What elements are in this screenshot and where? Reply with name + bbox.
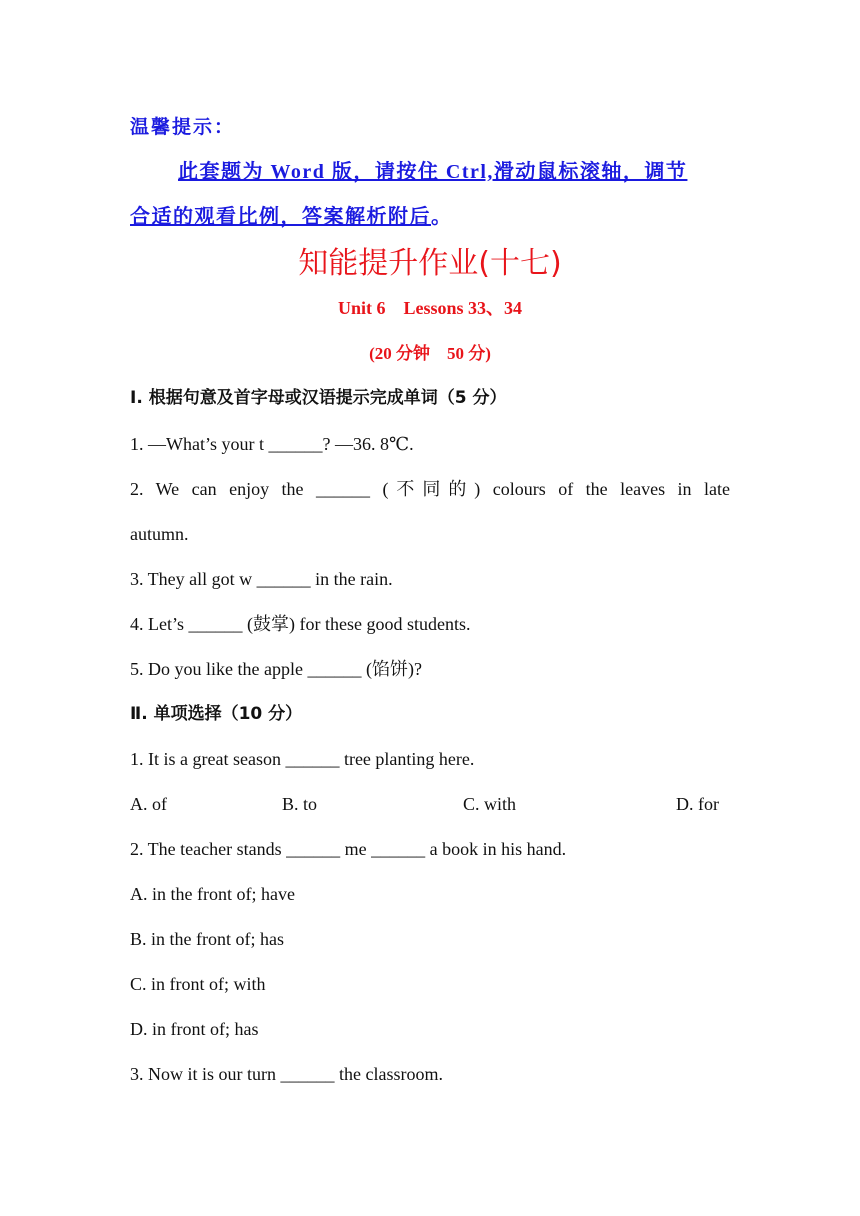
time-score: (20 分钟 50 分) bbox=[369, 344, 491, 363]
option-c: C. with bbox=[463, 794, 517, 814]
option-d: D. in front of; has bbox=[130, 1019, 259, 1039]
question-1-2: 2. We can enjoy the ______ (不同的) colours of the leaves in late bbox=[130, 479, 730, 499]
section-2-heading: Ⅱ. 单项选择（10 分） bbox=[130, 704, 303, 724]
option-a: A. of bbox=[130, 794, 167, 814]
tip-line-2-text: 合适的观看比例，答案解析附后 bbox=[130, 206, 431, 228]
page-title: 知能提升作业(十七) bbox=[298, 246, 562, 281]
question-1-4: 4. Let’s ______ (鼓掌) for these good students. bbox=[130, 614, 471, 634]
question-1-3: 3. They all got w ______ in the rain. bbox=[130, 569, 393, 589]
tip-line-1: 此套题为 Word 版，请按住 Ctrl,滑动鼠标滚轴，调节 bbox=[178, 161, 688, 183]
option-c: C. in front of; with bbox=[130, 974, 266, 994]
question-1-5: 5. Do you like the apple ______ (馅饼)? bbox=[130, 659, 422, 679]
section-1-heading: Ⅰ. 根据句意及首字母或汉语提示完成单词（5 分） bbox=[130, 388, 507, 408]
option-d: D. for bbox=[676, 794, 719, 814]
option-b: B. in the front of; has bbox=[130, 929, 284, 949]
tip-heading: 温馨提示： bbox=[130, 117, 236, 138]
tip-line-2-end: 。 bbox=[431, 206, 453, 228]
question-2-2: 2. The teacher stands ______ me ______ a book in his hand. bbox=[130, 839, 567, 859]
question-1-1: 1. —What’s your t ______? —36. 8℃. bbox=[130, 434, 414, 454]
tip-line-2 bbox=[130, 205, 730, 229]
unit-subtitle: Unit 6 Lessons 33、34 bbox=[337, 298, 523, 318]
question-2-3: 3. Now it is our turn ______ the classroom. bbox=[130, 1064, 443, 1084]
question-2-1: 1. It is a great season ______ tree planting here. bbox=[130, 749, 475, 769]
option-b: B. to bbox=[282, 794, 318, 814]
question-1-2-cont: autumn. bbox=[130, 524, 189, 544]
option-a: A. in the front of; have bbox=[130, 884, 295, 904]
